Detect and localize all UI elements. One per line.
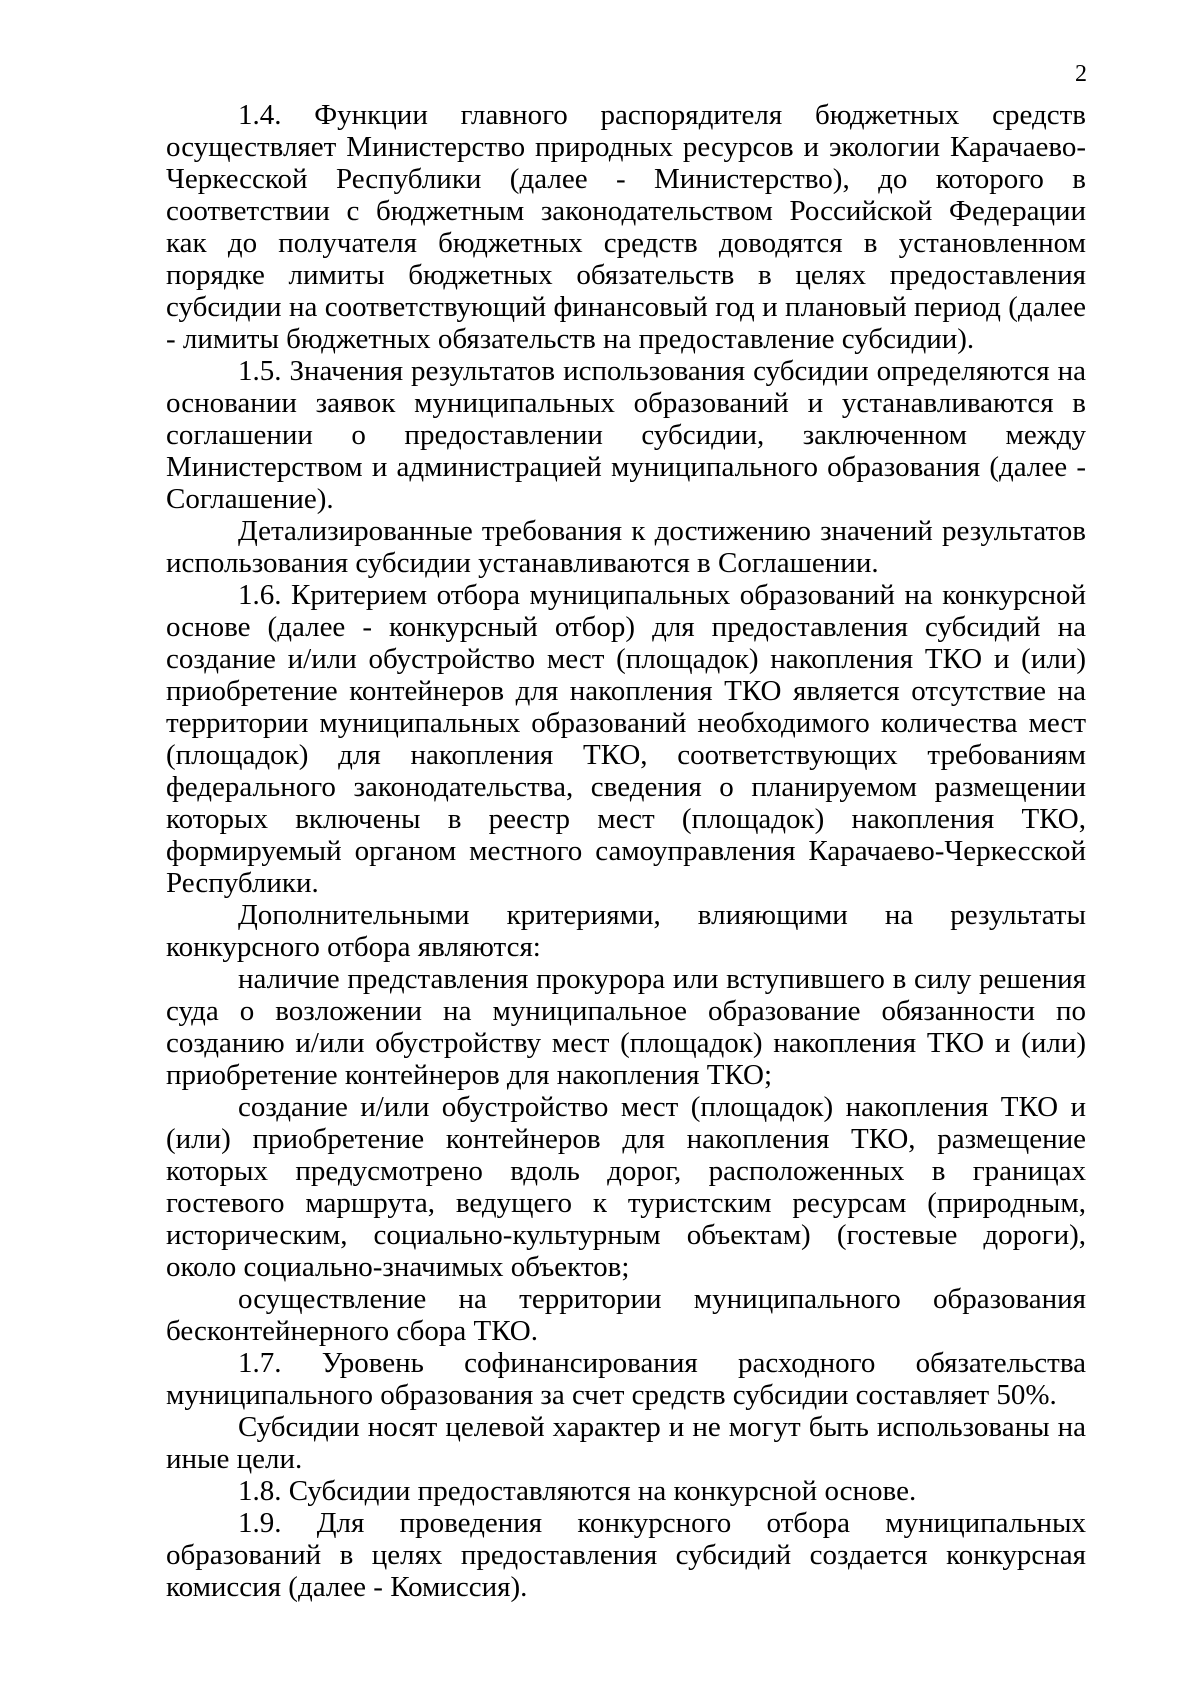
page-number: 2 bbox=[1075, 61, 1087, 87]
paragraph-1-5: 1.5. Значения результатов использования субсидии определяются на основании заявок муниципальных образований и устанавливаются в соглашении о предоставлении субсидии, заключенном между Министерством и администрацией муниципального образования (далее - Соглашение). bbox=[166, 355, 1086, 515]
paragraph-1-4: 1.4. Функции главного распорядителя бюджетных средств осуществляет Министерство природных ресурсов и экологии Карачаево-Черкесской Республики (далее - Министерство), до которого в соответствии с бюджетным законодательством Российской Федерации как до получателя бюджетных средств доводятся в установленном порядке лимиты бюджетных обязательств в целях предоставления субсидии на соответствующий финансовый год и плановый период (далее - лимиты бюджетных обязательств на предоставление субсидии). bbox=[166, 99, 1086, 355]
paragraph-1-6: 1.6. Критерием отбора муниципальных образований на конкурсной основе (далее - конкурсный отбор) для предоставления субсидий на создание и/или обустройство мест (площадок) накопления ТКО и (или) приобретение контейнеров для накопления ТКО является отсутствие на территории муниципальных образований необходимого количества мест (площадок) для накопления ТКО, соответствующих требованиям федерального законодательства, сведения о планируемом размещении которых включены в реестр мест (площадок) накопления ТКО, формируемый органом местного самоуправления Карачаево-Черкесской Республики. bbox=[166, 579, 1086, 899]
paragraph-requirements: Детализированные требования к достижению значений результатов использования субсидии устанавливаются в Соглашении. bbox=[166, 515, 1086, 579]
criteria-item-guest-roads: создание и/или обустройство мест (площадок) накопления ТКО и (или) приобретение контейнеров для накопления ТКО, размещение которых предусмотрено вдоль дорог, расположенных в границах гостевого маршрута, ведущего к туристским ресурсам (природным, историческим, социально-культурным объектам) (гостевые дороги), около социально-значимых объектов; bbox=[166, 1091, 1086, 1283]
paragraph-1-9: 1.9. Для проведения конкурсного отбора муниципальных образований в целях предоставления субсидий создается конкурсная комиссия (далее - Комиссия). bbox=[166, 1507, 1086, 1603]
criteria-item-containerless: осуществление на территории муниципального образования бесконтейнерного сбора ТКО. bbox=[166, 1283, 1086, 1347]
document-body bbox=[166, 99, 1086, 1603]
criteria-item-prosecutor: наличие представления прокурора или вступившего в силу решения суда о возложении на муниципальное образование обязанности по созданию и/или обустройству мест (площадок) накопления ТКО и (или) приобретение контейнеров для накопления ТКО; bbox=[166, 963, 1086, 1091]
paragraph-target-purpose: Субсидии носят целевой характер и не могут быть использованы на иные цели. bbox=[166, 1411, 1086, 1475]
paragraph-1-8: 1.8. Субсидии предоставляются на конкурсной основе. bbox=[238, 1475, 917, 1507]
paragraph-additional-criteria: Дополнительными критериями, влияющими на результаты конкурсного отбора являются: bbox=[166, 899, 1086, 963]
paragraph-1-7: 1.7. Уровень софинансирования расходного обязательства муниципального образования за счет средств субсидии составляет 50%. bbox=[166, 1347, 1086, 1411]
